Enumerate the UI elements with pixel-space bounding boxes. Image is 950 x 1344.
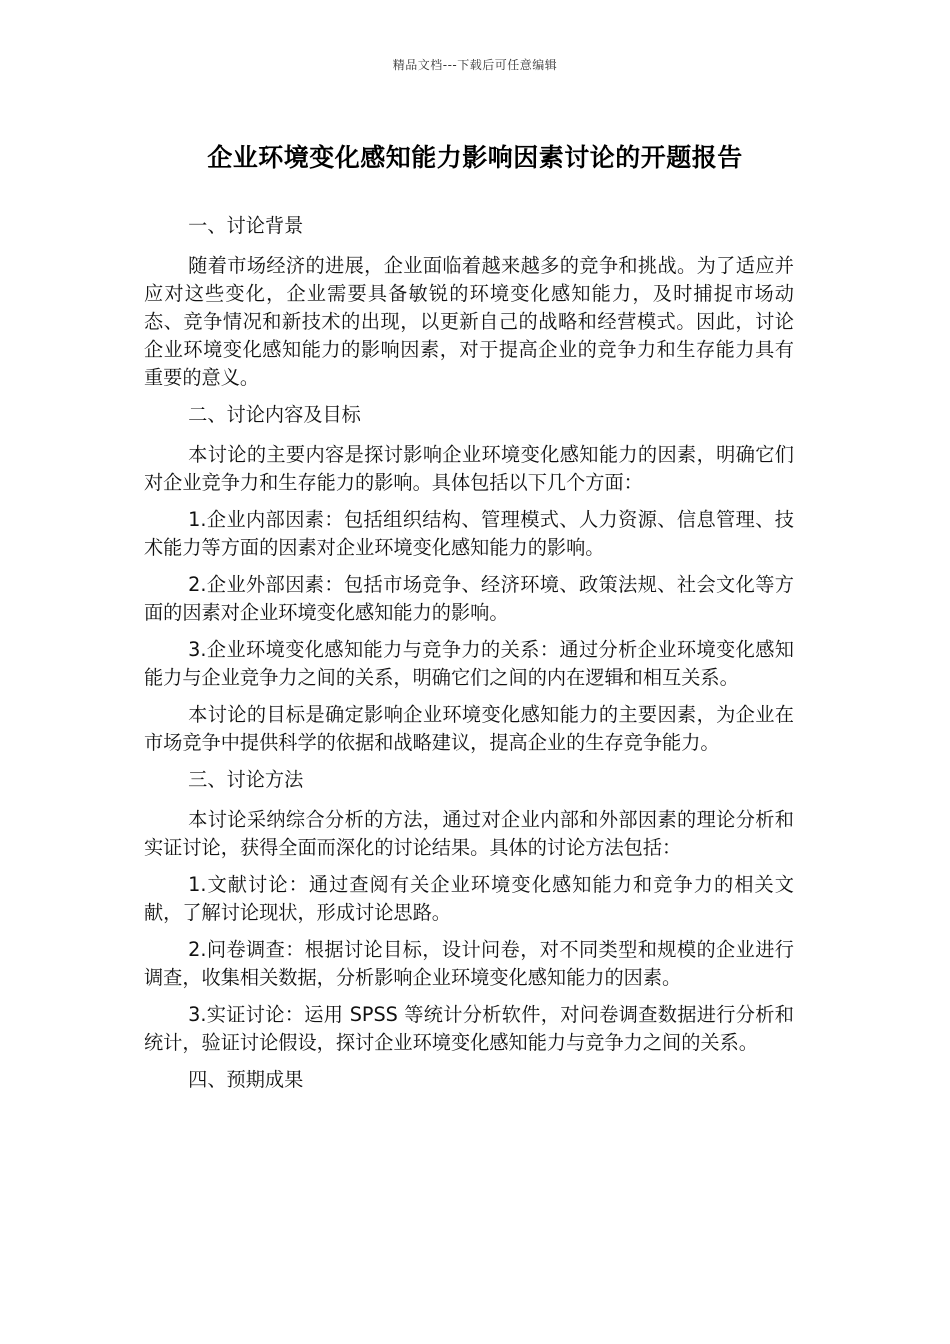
- list-item-literature-review: 1.文献讨论：通过查阅有关企业环境变化感知能力和竞争力的相关文献，了解讨论现状，形成讨论思路。: [144, 873, 794, 924]
- section-heading-content-goals: 二、讨论内容及目标: [188, 403, 361, 426]
- section-heading-expected-results: 四、预期成果: [188, 1068, 304, 1091]
- list-item-external-factors: 2.企业外部因素：包括市场竞争、经济环境、政策法规、社会文化等方面的因素对企业环境变化感知能力的影响。: [144, 573, 794, 624]
- list-item-questionnaire: 2.问卷调查：根据讨论目标，设计问卷，对不同类型和规模的企业进行调查，收集相关数据，分析影响企业环境变化感知能力的因素。: [144, 938, 794, 989]
- list-item-competitiveness-relation: 3.企业环境变化感知能力与竞争力的关系：通过分析企业环境变化感知能力与企业竞争力之间的关系，明确它们之间的内在逻辑和相互关系。: [144, 638, 794, 689]
- paragraph-goals: 本讨论的目标是确定影响企业环境变化感知能力的主要因素，为企业在市场竞争中提供科学的依据和战略建议，提高企业的生存竞争能力。: [144, 703, 794, 754]
- paragraph-background: 随着市场经济的进展，企业面临着越来越多的竞争和挑战。为了适应并应对这些变化，企业需要具备敏锐的环境变化感知能力，及时捕捉市场动态、竞争情况和新技术的出现，以更新自己的战略和经营模式。因此，讨论企业环境变化感知能力的影响因素，对于提高企业的竞争力和生存能力具有重要的意义。: [144, 254, 794, 389]
- list-item-internal-factors: 1.企业内部因素：包括组织结构、管理模式、人力资源、信息管理、技术能力等方面的因素对企业环境变化感知能力的影响。: [144, 508, 794, 559]
- section-heading-methods: 三、讨论方法: [188, 768, 304, 791]
- paragraph-methods-intro: 本讨论采纳综合分析的方法，通过对企业内部和外部因素的理论分析和实证讨论，获得全面而深化的讨论结果。具体的讨论方法包括：: [144, 808, 794, 859]
- document-title: 企业环境变化感知能力影响因素讨论的开题报告: [207, 143, 743, 172]
- section-heading-background: 一、讨论背景: [188, 214, 304, 237]
- header-note: 精品文档---下载后可任意编辑: [392, 58, 558, 72]
- list-item-empirical-study: 3.实证讨论：运用 SPSS 等统计分析软件，对问卷调查数据进行分析和统计，验证讨论假设，探讨企业环境变化感知能力与竞争力之间的关系。: [144, 1003, 794, 1054]
- paragraph-content-intro: 本讨论的主要内容是探讨影响企业环境变化感知能力的因素，明确它们对企业竞争力和生存能力的影响。具体包括以下几个方面：: [144, 443, 794, 494]
- document-body: [144, 212, 794, 1106]
